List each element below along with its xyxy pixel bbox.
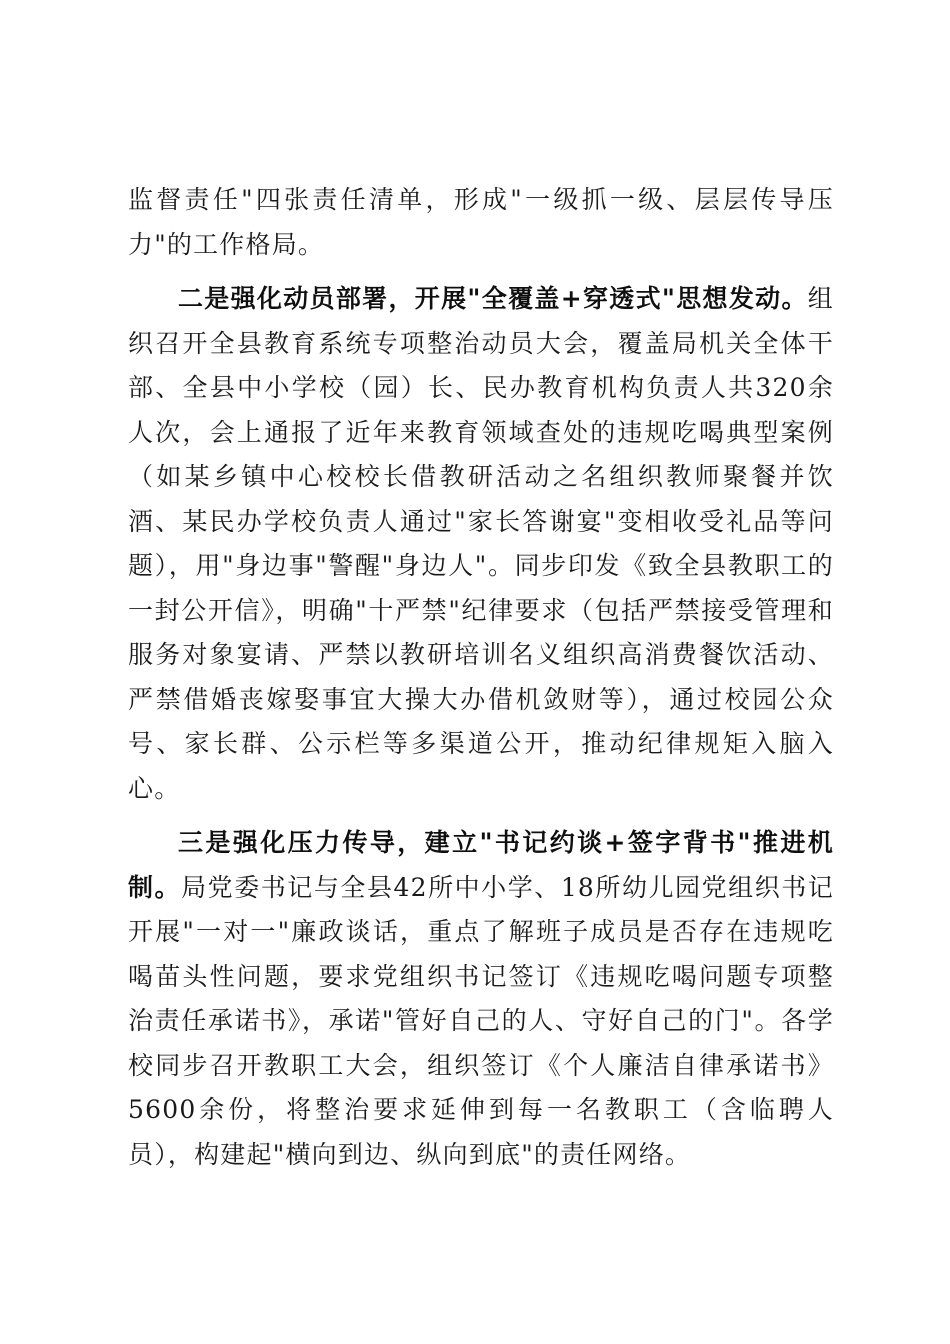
paragraph-2-lead: 二是强化动员部署，开展"全覆盖+穿透式"思想发动。 <box>178 284 808 313</box>
paragraph-3-lead: 三是强化压力传导，建立"书记约谈+签字背书"推进机制。 <box>128 828 834 902</box>
paragraph-1 <box>128 178 834 267</box>
document-body <box>128 178 834 1177</box>
paragraph-3 <box>128 821 834 1177</box>
paragraph-1-text: 监督责任"四张责任清单，形成"一级抓一级、层层传导压力"的工作格局。 <box>128 185 834 259</box>
paragraph-2-text: 组织召开全县教育系统专项整治动员大会，覆盖局机关全体干部、全县中小学校（园）长、民办教育机构负责人共320余人次，会上通报了近年来教育领域查处的违规吃喝典型案例（如某乡镇中心校校长借教研活动之名组织教师聚餐并饮酒、某民办学校负责人通过"家长答谢宴"变相收受礼品等问题），用"身边事"警醒"身边人"。同步印发《致全县教职工的一封公开信》，明确"十严禁"纪律要求（包括严禁接受管理和服务对象宴请、严禁以教研培训名义组织高消费餐饮活动、严禁借婚丧嫁娶事宜大操大办借机敛财等），通过校园公众号、家长群、公示栏等多渠道公开，推动纪律规矩入脑入心。 <box>128 284 834 803</box>
paragraph-2 <box>128 277 834 811</box>
paragraph-3-text: 局党委书记与全县42所中小学、18所幼儿园党组织书记开展"一对一"廉政谈话，重点了解班子成员是否存在违规吃喝苗头性问题，要求党组织书记签订《违规吃喝问题专项整治责任承诺书》，承诺"管好自己的人、守好自己的门"。各学校同步召开教职工大会，组织签订《个人廉洁自律承诺书》5600余份，将整治要求延伸到每一名教职工（含临聘人员），构建起"横向到边、纵向到底"的责任网络。 <box>128 872 834 1169</box>
